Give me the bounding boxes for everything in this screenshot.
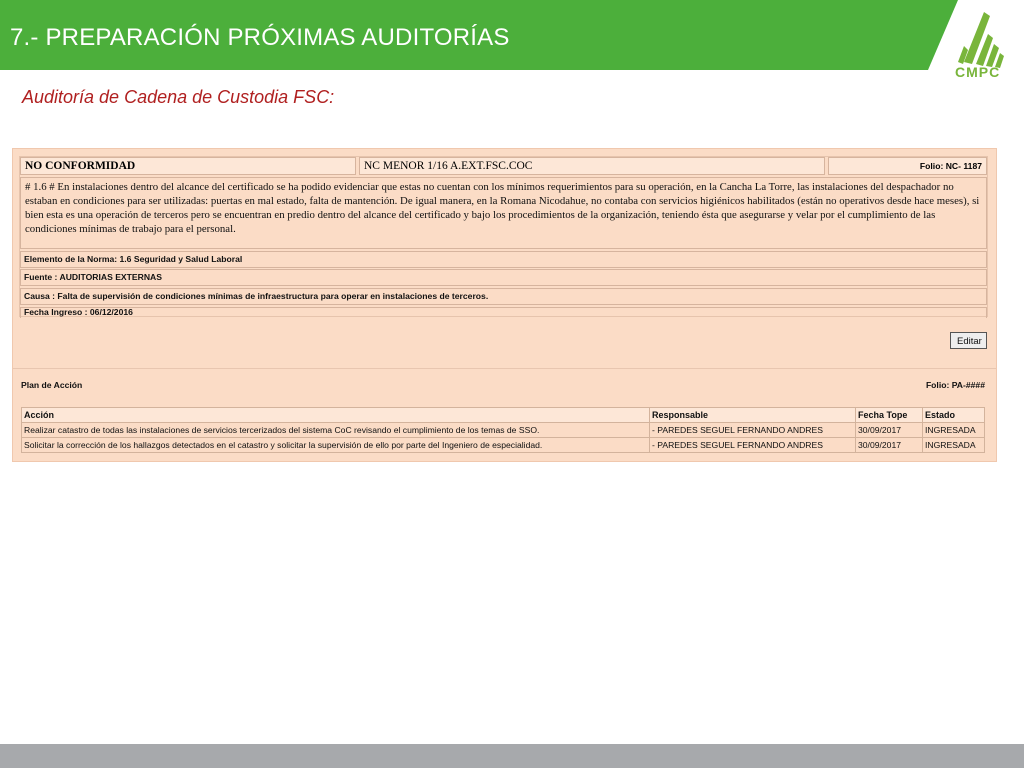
nc-form-panel [12, 148, 997, 462]
nc-fuente: Fuente : AUDITORIAS EXTERNAS [20, 269, 987, 286]
col-header-responsable: Responsable [650, 408, 856, 423]
nc-label: NO CONFORMIDAD [20, 157, 356, 175]
table-row[interactable] [22, 438, 985, 453]
cell-responsable: - PAREDES SEGUEL FERNANDO ANDRES [650, 438, 856, 453]
table-row[interactable] [22, 423, 985, 438]
header-banner [0, 0, 1024, 70]
nc-description: # 1.6 # En instalaciones dentro del alcance del certificado se ha podido evidenciar que estas no cuentan con los mínimos requerimientos para su operación, en la Cancha La Torre, las instalaciones del despachador no estaban en condiciones para ser utilizadas: puertas en mal estado, falta de mantención. De igual manera, en la Romana Nicodahue, no contaba con servicios higiénicos habilitados (están no operativos desde hace meses), si bien esta es una operación de terceros pero se encuentran en predio dentro del alcance del certificado y bajo los procedimientos de la organización, teniendo ésta que asegurarse y velar por el cumplimiento de las condiciones mínimas de trabajo para el personal. [20, 177, 987, 249]
cell-fecha-tope: 30/09/2017 [856, 423, 923, 438]
cell-accion: Realizar catastro de todas las instalaciones de servicios tercerizados del sistema CoC revisando el cumplimiento de los temas de SSO. [22, 423, 650, 438]
col-header-fecha-tope: Fecha Tope [856, 408, 923, 423]
table-header-row [22, 408, 985, 423]
cell-accion: Solicitar la corrección de los hallazgos detectados en el catastro y solicitar la supervisión de ello por parte del Ingeniero de especialidad. [22, 438, 650, 453]
cell-estado: INGRESADA [923, 438, 985, 453]
nc-code: NC MENOR 1/16 A.EXT.FSC.COC [359, 157, 825, 175]
nc-details-block [19, 156, 988, 317]
edit-button[interactable]: Editar [950, 332, 987, 349]
nc-folio: Folio: NC- 1187 [828, 157, 987, 175]
slide-title: 7.- PREPARACIÓN PRÓXIMAS AUDITORÍAS [10, 24, 510, 51]
action-plan-table [21, 407, 985, 453]
section-divider [13, 368, 996, 369]
footer-bar [0, 744, 1024, 768]
cell-responsable: - PAREDES SEGUEL FERNANDO ANDRES [650, 423, 856, 438]
nc-causa: Causa : Falta de supervisión de condiciones mínimas de infraestructura para operar en instalaciones de terceros. [20, 288, 987, 305]
nc-fecha: Fecha Ingreso : 06/12/2016 [20, 307, 987, 318]
logo-text: CMPC [955, 64, 1001, 80]
slide-subtitle: Auditoría de Cadena de Custodia FSC: [22, 87, 335, 107]
cell-fecha-tope: 30/09/2017 [856, 438, 923, 453]
col-header-accion: Acción [22, 408, 650, 423]
nc-elemento: Elemento de la Norma: 1.6 Seguridad y Salud Laboral [20, 251, 987, 268]
col-header-estado: Estado [923, 408, 985, 423]
cell-estado: INGRESADA [923, 423, 985, 438]
plan-label: Plan de Acción [21, 380, 83, 390]
plan-folio: Folio: PA-#### [925, 380, 985, 390]
